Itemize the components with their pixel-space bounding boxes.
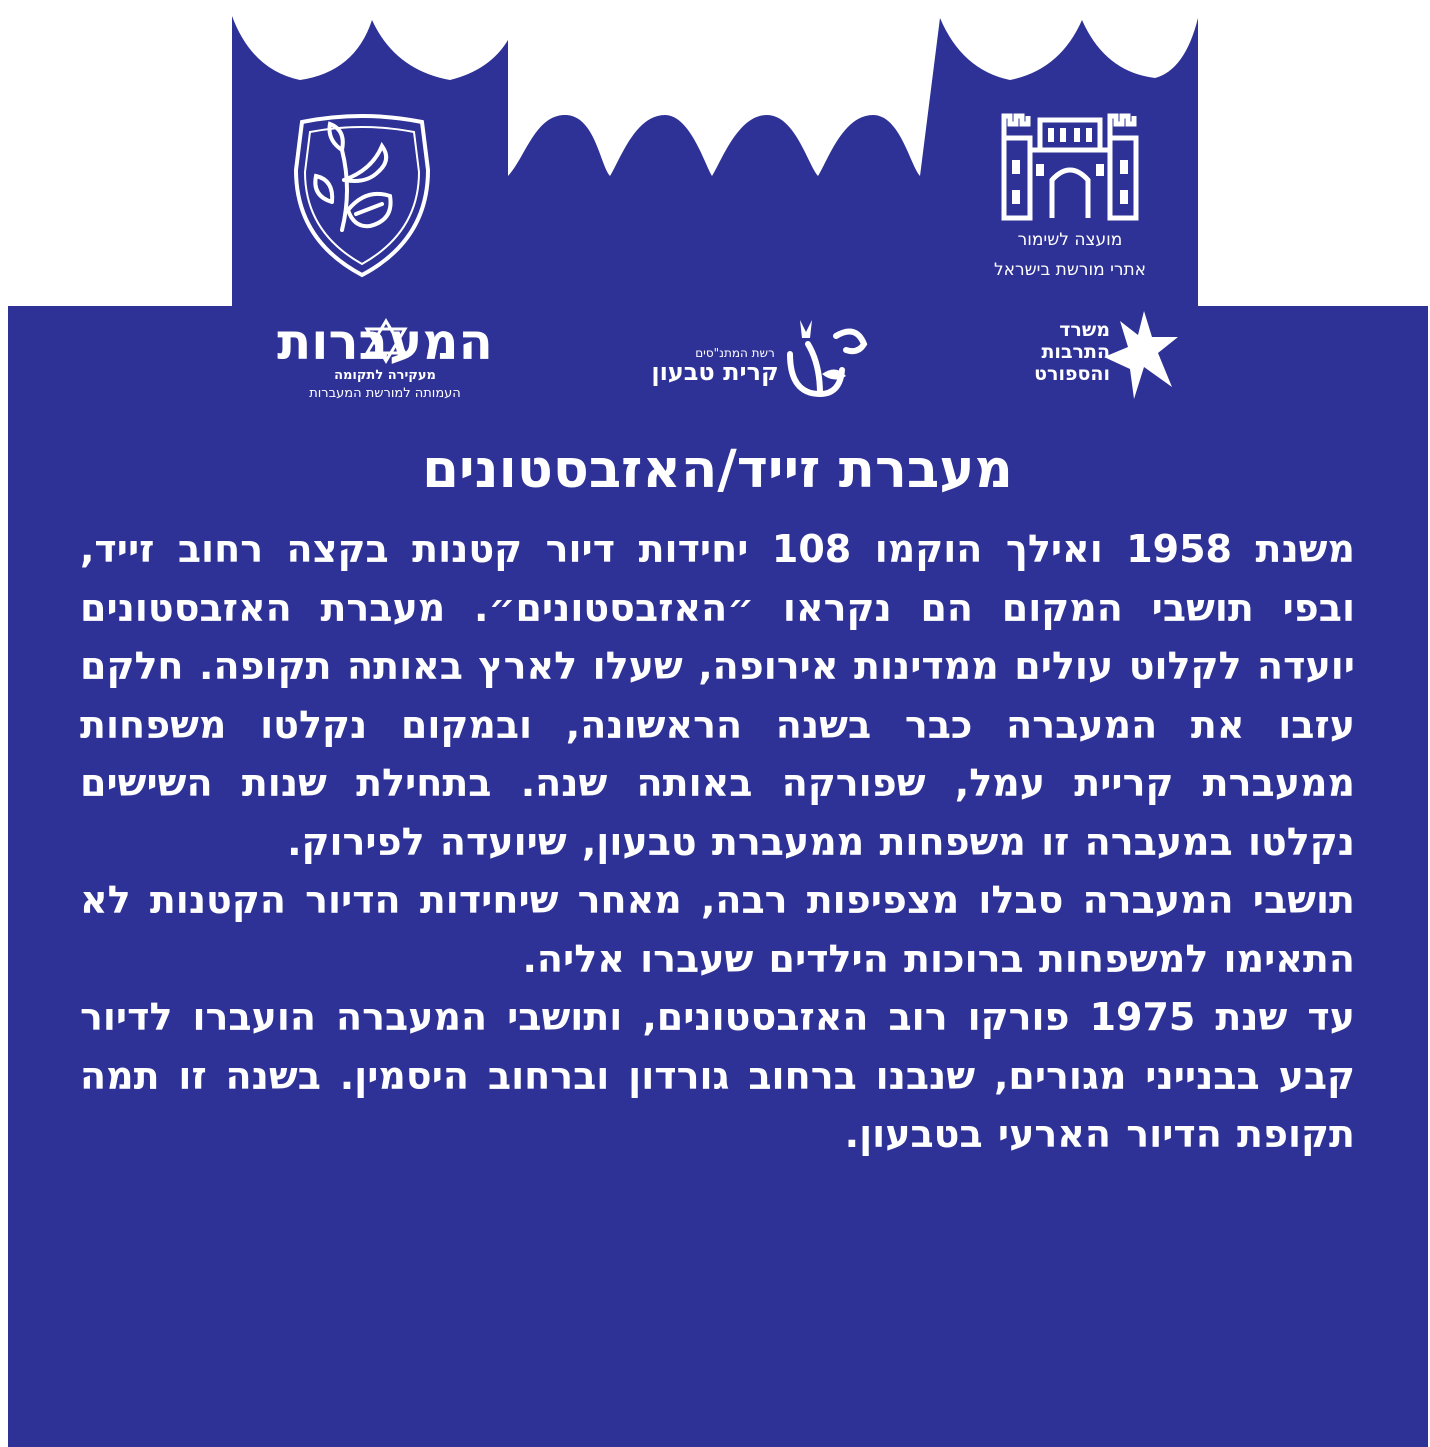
sign-title: מעברת זייד/האזבסטונים: [422, 439, 1013, 500]
local-council-emblem: [282, 110, 442, 280]
maabarot-subtitle-1: מעקירה לתקומה: [334, 368, 436, 383]
ministry-line3: והספורט: [1034, 363, 1110, 385]
ministry-line1: משרד: [1059, 319, 1110, 341]
heritage-council-line2: אתרי מורשת בישראל: [993, 260, 1147, 280]
kiryat-tivon-logo: [640, 310, 880, 410]
maabarot-subtitle-2: העמותה למורשת המעברות: [309, 386, 461, 401]
maabarot-title: המעברות: [277, 313, 493, 371]
tivon-flower-icon: [780, 314, 870, 404]
sign-paragraph-3: עד שנת 1975 פורקו רוב האזבסטונים, ותושבי המעברה הועברו לדיור קבע בבנייני מגורים, שנבנו ברחוב גורדון וברחוב היסמין. בשנה זו תמה תקופת הדיור הארעי בטבעון.: [80, 995, 1355, 1156]
star-of-david-icon: [363, 318, 409, 364]
castle-gate-icon: [1000, 110, 1140, 222]
sign-paragraph-1: משנת 1958 ואילך הוקמו 108 יחידות דיור קטנות בקצה רחוב זייד, ובפי תושבי המקום הם נקראו ״האזבסטונים״. מעברת האזבסטונים יועדה לקלוט עולים ממדינות אירופה, שעלו לארץ באותה תקופה. חלקם עזבו את המעברה כבר בשנה הראשונה, ובמקום נקלטו משפחות ממעברת קריית עמל, שפורקה באותה שנה. בתחילת שנות השישים נקלטו במעברה זו משפחות ממעברת טבעון, שיועדה לפירוק.: [80, 527, 1355, 864]
tivon-network-label: רשת המתנ"סים: [695, 346, 775, 360]
sign-body: [80, 520, 1355, 1164]
heritage-council-logo: [960, 110, 1180, 282]
ministry-culture-sport-logo: [1000, 305, 1190, 405]
heritage-council-line1: מועצה לשימור: [1017, 230, 1123, 250]
ministry-line2: התרבות: [1041, 341, 1110, 363]
tivon-name-label: קרית טבעון: [651, 358, 779, 386]
star-figure-icon: [1100, 307, 1180, 403]
sign-paragraph-2: תושבי המעברה סבלו מצפיפות רבה, מאחר שיחידות הדיור הקטנות לא התאימו למשפחות ברוכות הילדים שעברו אליה.: [80, 878, 1355, 981]
leaf-emblem-icon: [282, 110, 442, 280]
